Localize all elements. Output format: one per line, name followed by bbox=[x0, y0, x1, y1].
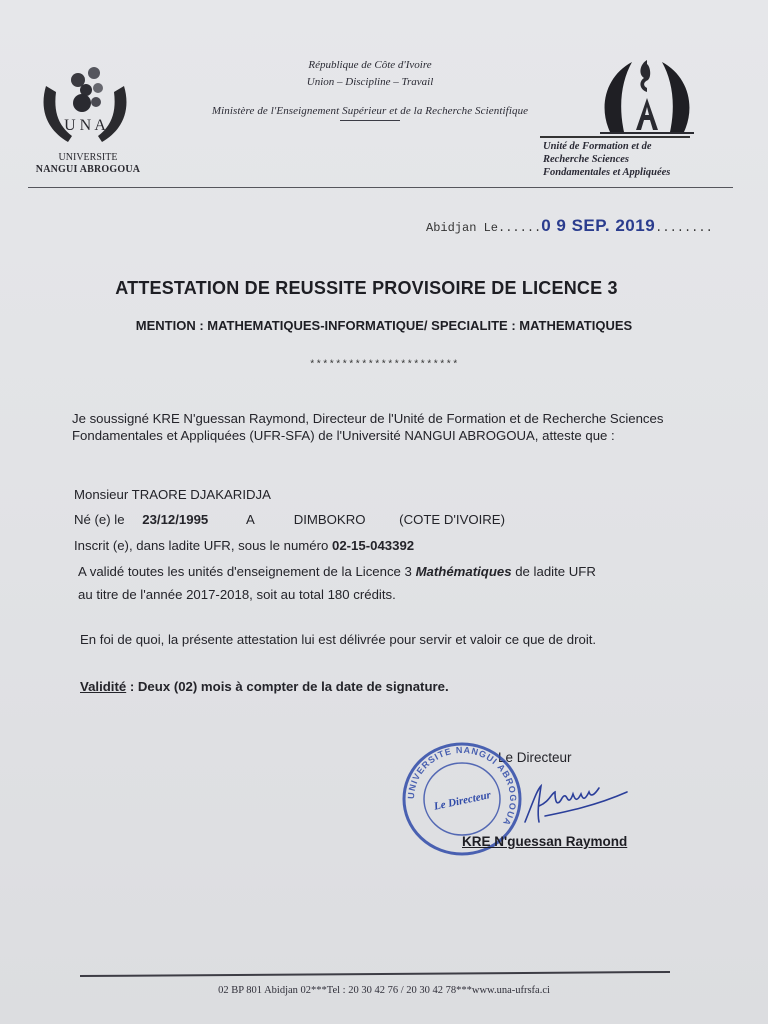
enrollment-line bbox=[74, 537, 414, 554]
validity-text: : Deux (02) mois à compter de la date de signature. bbox=[126, 679, 449, 694]
signatory-name: KRE N'guessan Raymond bbox=[462, 834, 628, 849]
validation-line bbox=[78, 563, 596, 580]
ufr-logo bbox=[592, 54, 702, 136]
document-title: ATTESTATION DE REUSSITE PROVISOIRE DE LICENCE 3 bbox=[115, 278, 618, 298]
validation-suffix: de ladite UFR bbox=[511, 564, 596, 579]
republic-text: République de Côte d'Ivoire bbox=[308, 59, 432, 71]
birth-date: 23/12/1995 bbox=[142, 512, 209, 527]
validation-prefix: A validé toutes les unités d'enseignement de la Licence 3 bbox=[78, 564, 416, 579]
validity-line bbox=[80, 678, 449, 695]
ministry-divider bbox=[340, 120, 400, 121]
stamp-ring-text: UNIVERSITE NANGUI ABROGOUA bbox=[405, 744, 519, 828]
born-label: Né (e) le bbox=[74, 512, 125, 527]
birth-country: (COTE D'IVOIRE) bbox=[399, 512, 505, 527]
validity-label: Validité bbox=[80, 679, 127, 694]
date-prefix: Abidjan Le...... bbox=[426, 221, 542, 235]
university-logo-letters: U N A bbox=[64, 117, 106, 134]
student-line bbox=[74, 486, 271, 503]
birth-line bbox=[74, 511, 505, 528]
university-name bbox=[18, 152, 158, 176]
ufr-name bbox=[543, 140, 753, 179]
university-line2: NANGUI ABROGOUA bbox=[35, 164, 141, 175]
discipline: Mathématiques bbox=[415, 564, 512, 579]
birth-place: DIMBOKRO bbox=[293, 512, 366, 527]
enrollment-label: Inscrit (e), dans ladite UFR, sous le numéro bbox=[74, 538, 332, 553]
at-label: A bbox=[245, 512, 255, 527]
handwritten-signature bbox=[515, 772, 635, 830]
ministry-text: Ministère de l'Enseignement Supérieur et de la Recherche Scientifique bbox=[211, 105, 529, 117]
stamp-center-text: Le Directeur bbox=[432, 789, 492, 813]
document-subtitle: MENTION : MATHEMATIQUES-INFORMATIQUE/ SPECIALITE : MATHEMATIQUES bbox=[135, 318, 633, 333]
motto-text: Union – Discipline – Travail bbox=[306, 76, 434, 88]
header-divider bbox=[28, 187, 733, 188]
intro-paragraph: Je soussigné KRE N'guessan Raymond, Directeur de l'Unité de Formation et de Recherche Sciences Fondamentales et Appliquées (UFR-SFA) de l'Université NANGUI ABROGOUA, atteste que : bbox=[72, 411, 664, 443]
date-stamp: 0 9 SEP. 2019 bbox=[541, 216, 656, 235]
date-line bbox=[426, 216, 713, 236]
ufr-divider bbox=[540, 136, 690, 138]
student-number: 02-15-043392 bbox=[332, 538, 415, 553]
header-center bbox=[150, 57, 590, 121]
ufr-line2: Recherche Sciences bbox=[543, 154, 630, 165]
university-line1: UNIVERSITE bbox=[58, 152, 118, 163]
closing-statement: En foi de quoi, la présente attestation lui est délivrée pour servir et valoir ce que de droit. bbox=[80, 632, 597, 647]
footer-divider bbox=[80, 971, 670, 977]
separator-stars: *********************** bbox=[309, 360, 459, 371]
signatory-title: Le Directeur bbox=[498, 750, 572, 765]
ufr-line3: Fondamentales et Appliquées bbox=[543, 167, 671, 178]
date-suffix: ........ bbox=[655, 221, 713, 235]
monsieur-label: Monsieur bbox=[74, 487, 132, 502]
footer-contact: 02 BP 801 Abidjan 02***Tel : 20 30 42 76 / 20 30 42 78***www.una-ufrsfa.ci bbox=[218, 985, 550, 996]
ufr-line1: Unité de Formation et de bbox=[543, 141, 652, 152]
credits-line: au titre de l'année 2017-2018, soit au total 180 crédits. bbox=[78, 587, 396, 602]
student-name: TRAORE DJAKARIDJA bbox=[131, 487, 271, 502]
university-logo bbox=[38, 58, 132, 158]
